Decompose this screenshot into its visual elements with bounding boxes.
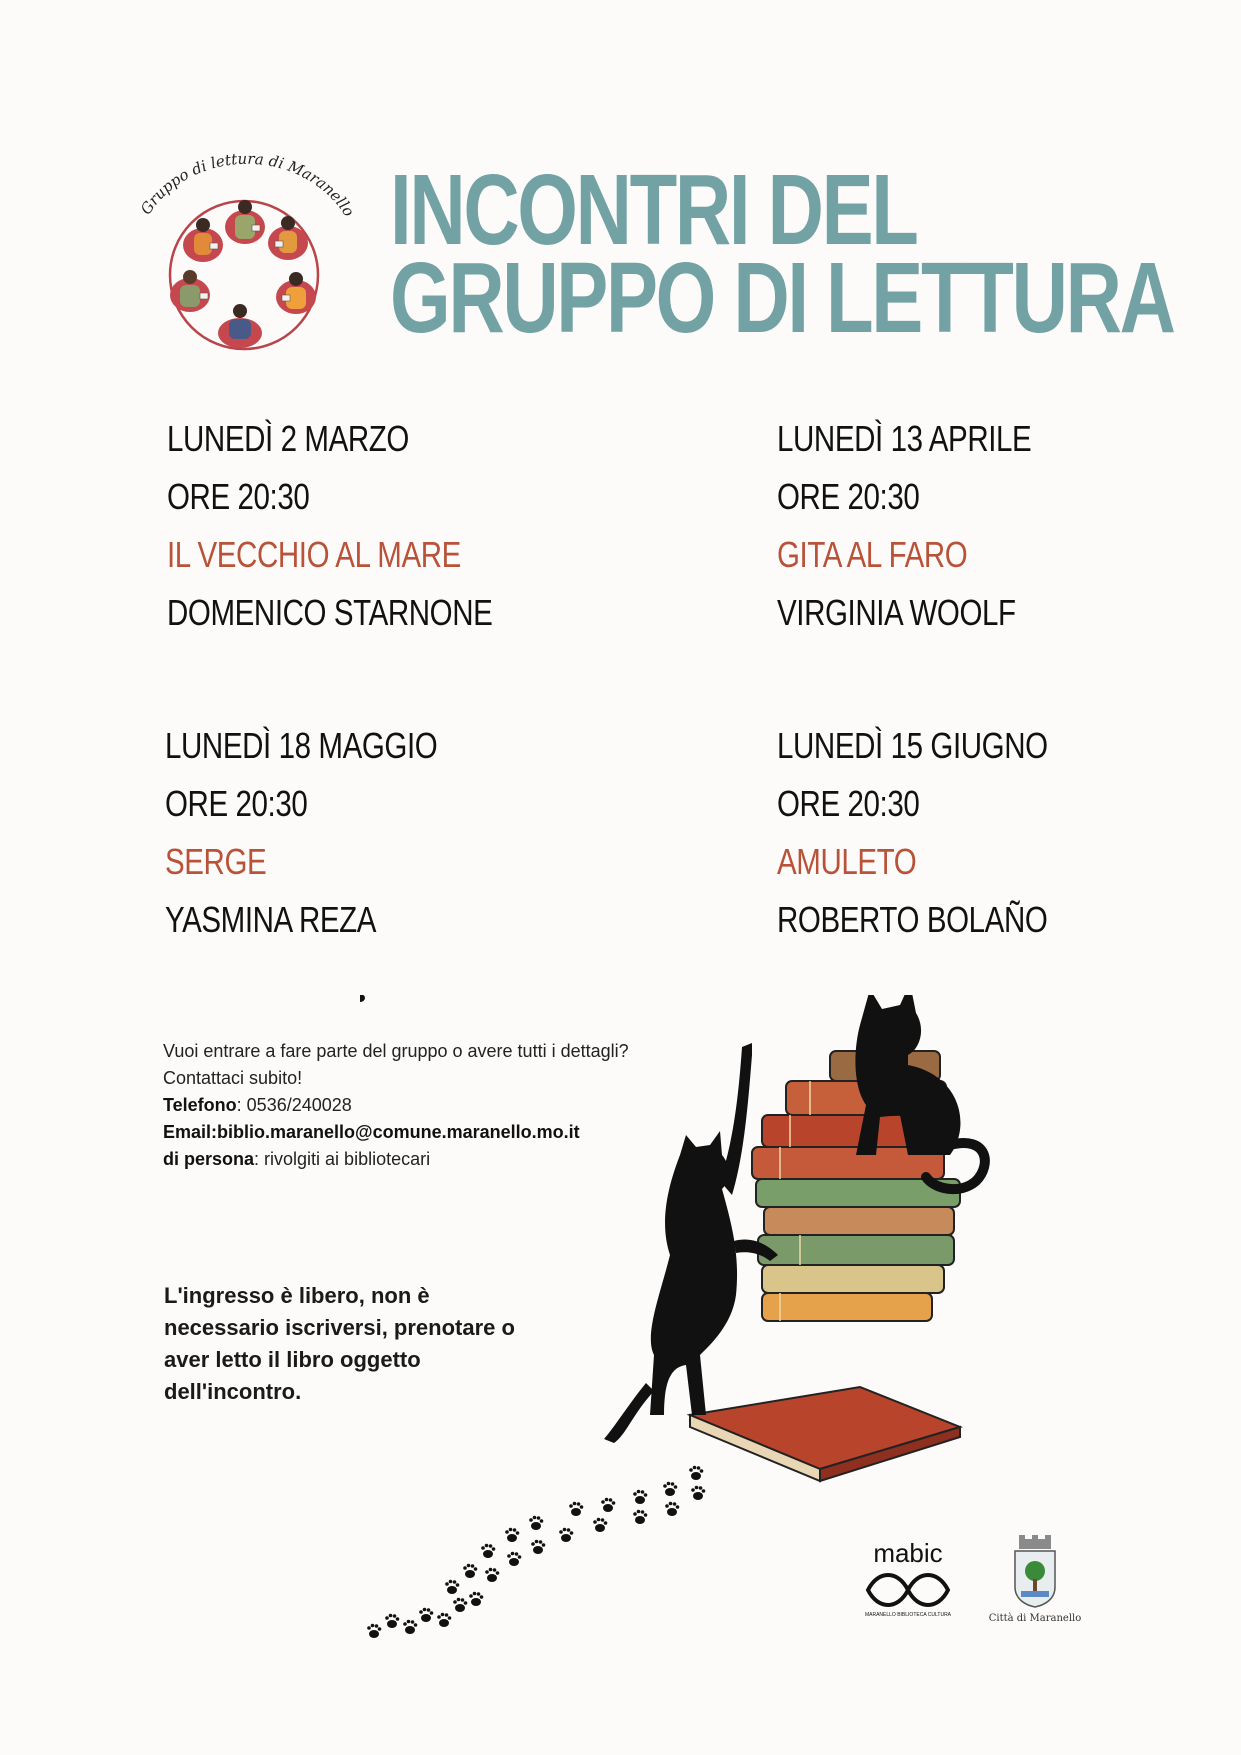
event-date: LUNEDÌ 15 GIUGNO	[777, 725, 1048, 766]
red-book-icon	[690, 1387, 960, 1481]
event-book-title: AMULETO	[777, 841, 917, 882]
person-value: : rivolgiti ai bibliotecari	[254, 1149, 431, 1169]
event-time: ORE 20:30	[777, 476, 920, 517]
event-author: ROBERTO BOLAÑO	[777, 899, 1048, 940]
paw-prints-icon	[360, 995, 705, 1638]
standing-cat-icon	[604, 1043, 778, 1443]
page-title-line-1: INCONTRI DEL	[390, 154, 917, 266]
event-block	[777, 717, 1241, 949]
mabic-logo	[858, 1540, 958, 1620]
event-author: YASMINA REZA	[165, 899, 377, 940]
free-entry-note: L'ingresso è libero, non è necessario iscriversi, prenotare o aver letto il libro oggetto dell'incontro.	[164, 1283, 515, 1404]
person-label: di persona	[163, 1149, 255, 1169]
phone-value[interactable]: : 0536/240028	[236, 1095, 352, 1115]
event-book-title: SERGE	[165, 841, 267, 882]
event-author: DOMENICO STARNONE	[167, 592, 493, 633]
phone-label: Telefono	[163, 1095, 237, 1115]
event-book-title: GITA AL FARO	[777, 534, 968, 575]
svg-text:MARANELLO BIBLIOTECA CULTURA: MARANELLO BIBLIOTECA CULTURA	[864, 1612, 952, 1618]
event-date: LUNEDÌ 13 APRILE	[777, 418, 1032, 459]
contact-email[interactable]: Email:biblio.maranello@comune.maranello.mo.it	[163, 1122, 580, 1142]
city-crest-logo	[985, 1535, 1085, 1625]
event-date: LUNEDÌ 18 MAGGIO	[165, 725, 438, 766]
event-date: LUNEDÌ 2 MARZO	[167, 418, 409, 459]
event-time: ORE 20:30	[167, 476, 310, 517]
event-time: ORE 20:30	[165, 783, 308, 824]
reading-group-logo	[128, 145, 368, 365]
svg-text:mabic: mabic	[873, 1540, 943, 1568]
event-book-title: IL VECCHIO AL MARE	[167, 534, 461, 575]
event-block	[165, 717, 685, 949]
svg-text:Città di Maranello: Città di Maranello	[988, 1613, 1082, 1624]
event-author: VIRGINIA WOOLF	[777, 592, 1016, 633]
logo-arc-text: Gruppo di lettura di Maranello	[136, 149, 359, 220]
page-title-line-2: GRUPPO DI LETTURA	[390, 242, 1174, 354]
contact-intro: Vuoi entrare a fare parte del gruppo o avere tutti i dettagli? Contattaci subito!	[163, 1041, 629, 1088]
event-block	[777, 410, 1241, 642]
event-block	[167, 410, 687, 642]
event-time: ORE 20:30	[777, 783, 920, 824]
